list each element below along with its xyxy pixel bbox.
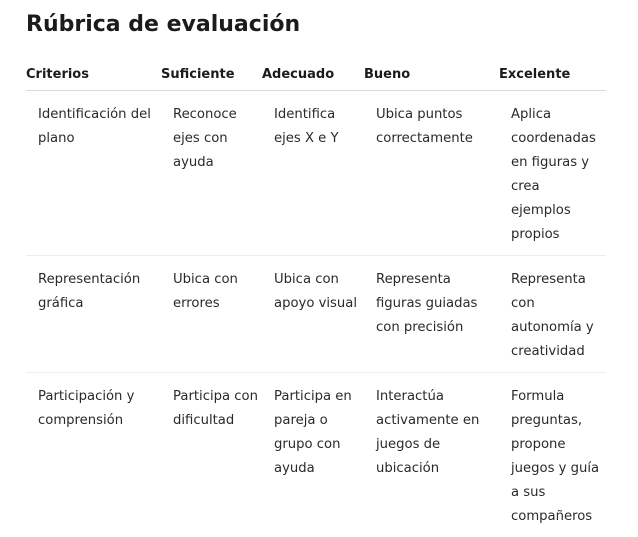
cell-suficiente: Ubica con errores [161, 256, 262, 373]
header-adecuado: Adecuado [262, 62, 364, 91]
cell-suficiente: Reconoce ejes con ayuda [161, 91, 262, 256]
cell-excelente: Formula preguntas, propone juegos y guía a sus compañeros [499, 373, 606, 537]
cell-adecuado: Participa en pareja o grupo con ayuda [262, 373, 364, 537]
table-row [26, 373, 606, 537]
cell-adecuado: Identifica ejes X e Y [262, 91, 364, 256]
header-criterios: Criterios [26, 62, 161, 91]
table-header-row [26, 62, 606, 91]
cell-excelente: Representa con autonomía y creatividad [499, 256, 606, 373]
cell-bueno: Ubica puntos correctamente [364, 91, 499, 256]
cell-excelente: Aplica coordenadas en figuras y crea ejemplos propios [499, 91, 606, 256]
table-row [26, 91, 606, 256]
cell-criterion: Identificación del plano [26, 91, 161, 256]
cell-bueno: Interactúa activamente en juegos de ubicación [364, 373, 499, 537]
header-bueno: Bueno [364, 62, 499, 91]
header-excelente: Excelente [499, 62, 606, 91]
cell-criterion: Representación gráfica [26, 256, 161, 373]
cell-criterion: Participación y comprensión [26, 373, 161, 537]
cell-adecuado: Ubica con apoyo visual [262, 256, 364, 373]
cell-suficiente: Participa con dificultad [161, 373, 262, 537]
rubric-table [26, 62, 606, 537]
header-suficiente: Suficiente [161, 62, 262, 91]
page-title: Rúbrica de evaluación [26, 12, 300, 37]
cell-bueno: Representa figuras guiadas con precisión [364, 256, 499, 373]
table-row [26, 256, 606, 373]
